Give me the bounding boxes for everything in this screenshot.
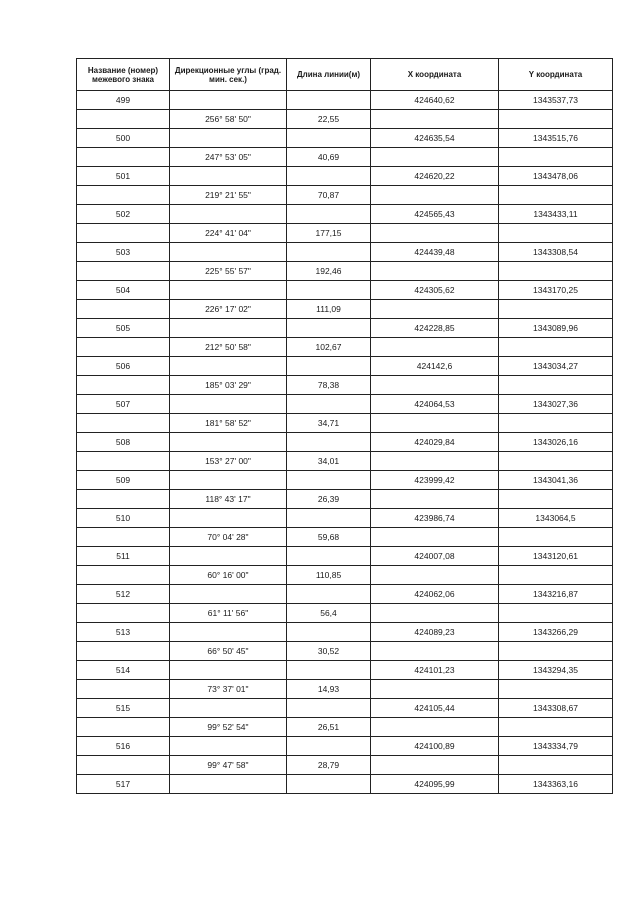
empty-cell: [77, 262, 170, 281]
empty-cell: [170, 775, 287, 794]
point-name-cell: 508: [77, 433, 170, 452]
direction-angle-cell: 226° 17' 02": [170, 300, 287, 319]
x-coordinate-cell: 424007,08: [371, 547, 499, 566]
table-row-point: [77, 395, 613, 414]
empty-cell: [170, 661, 287, 680]
line-length-cell: 192,46: [287, 262, 371, 281]
line-length-cell: 26,39: [287, 490, 371, 509]
line-length-cell: 70,87: [287, 186, 371, 205]
table-row-point: [77, 167, 613, 186]
direction-angle-cell: 73° 37' 01": [170, 680, 287, 699]
x-coordinate-cell: 424089,23: [371, 623, 499, 642]
table-row-point: [77, 699, 613, 718]
table-row-point: [77, 91, 613, 110]
y-coordinate-cell: 1343334,79: [499, 737, 613, 756]
empty-cell: [499, 528, 613, 547]
empty-cell: [170, 243, 287, 262]
point-name-cell: 510: [77, 509, 170, 528]
empty-cell: [499, 718, 613, 737]
table-row-point: [77, 585, 613, 604]
y-coordinate-cell: 1343089,96: [499, 319, 613, 338]
y-coordinate-cell: 1343064,5: [499, 509, 613, 528]
x-coordinate-cell: 424095,99: [371, 775, 499, 794]
empty-cell: [287, 661, 371, 680]
header-x-coordinate: X координата: [371, 59, 499, 91]
line-length-cell: 26,51: [287, 718, 371, 737]
empty-cell: [371, 642, 499, 661]
empty-cell: [287, 243, 371, 262]
table-row-point: [77, 243, 613, 262]
point-name-cell: 516: [77, 737, 170, 756]
table-row-line: [77, 756, 613, 775]
empty-cell: [287, 91, 371, 110]
table-row-point: [77, 129, 613, 148]
direction-angle-cell: 247° 53' 05": [170, 148, 287, 167]
point-name-cell: 507: [77, 395, 170, 414]
table-row-line: [77, 110, 613, 129]
empty-cell: [170, 205, 287, 224]
empty-cell: [371, 262, 499, 281]
point-name-cell: 505: [77, 319, 170, 338]
empty-cell: [287, 623, 371, 642]
boundary-coordinates-table: [76, 58, 613, 794]
empty-cell: [287, 433, 371, 452]
empty-cell: [371, 566, 499, 585]
table-header-row: [77, 59, 613, 91]
empty-cell: [77, 680, 170, 699]
x-coordinate-cell: 424439,48: [371, 243, 499, 262]
empty-cell: [77, 718, 170, 737]
point-name-cell: 514: [77, 661, 170, 680]
line-length-cell: 110,85: [287, 566, 371, 585]
empty-cell: [371, 452, 499, 471]
x-coordinate-cell: 424064,53: [371, 395, 499, 414]
empty-cell: [77, 186, 170, 205]
point-name-cell: 506: [77, 357, 170, 376]
empty-cell: [77, 604, 170, 623]
empty-cell: [287, 281, 371, 300]
empty-cell: [170, 737, 287, 756]
table-row-point: [77, 281, 613, 300]
point-name-cell: 499: [77, 91, 170, 110]
line-length-cell: 102,67: [287, 338, 371, 357]
table-row-line: [77, 338, 613, 357]
direction-angle-cell: 99° 52' 54": [170, 718, 287, 737]
y-coordinate-cell: 1343216,87: [499, 585, 613, 604]
table-row-point: [77, 661, 613, 680]
y-coordinate-cell: 1343537,73: [499, 91, 613, 110]
empty-cell: [499, 642, 613, 661]
x-coordinate-cell: 424565,43: [371, 205, 499, 224]
y-coordinate-cell: 1343041,36: [499, 471, 613, 490]
x-coordinate-cell: 424635,54: [371, 129, 499, 148]
empty-cell: [77, 338, 170, 357]
table-row-line: [77, 300, 613, 319]
empty-cell: [371, 604, 499, 623]
x-coordinate-cell: 424640,62: [371, 91, 499, 110]
table-row-point: [77, 433, 613, 452]
table-row-line: [77, 414, 613, 433]
point-name-cell: 515: [77, 699, 170, 718]
empty-cell: [499, 756, 613, 775]
empty-cell: [77, 376, 170, 395]
x-coordinate-cell: 424620,22: [371, 167, 499, 186]
direction-angle-cell: 181° 58' 52": [170, 414, 287, 433]
line-length-cell: 40,69: [287, 148, 371, 167]
empty-cell: [287, 585, 371, 604]
x-coordinate-cell: 424305,62: [371, 281, 499, 300]
empty-cell: [287, 547, 371, 566]
direction-angle-cell: 118° 43' 17": [170, 490, 287, 509]
point-name-cell: 500: [77, 129, 170, 148]
empty-cell: [371, 224, 499, 243]
line-length-cell: 34,01: [287, 452, 371, 471]
table-row-line: [77, 566, 613, 585]
empty-cell: [371, 680, 499, 699]
y-coordinate-cell: 1343120,61: [499, 547, 613, 566]
y-coordinate-cell: 1343170,25: [499, 281, 613, 300]
y-coordinate-cell: 1343308,67: [499, 699, 613, 718]
empty-cell: [371, 490, 499, 509]
table-row-line: [77, 186, 613, 205]
empty-cell: [77, 642, 170, 661]
empty-cell: [499, 262, 613, 281]
x-coordinate-cell: 423999,42: [371, 471, 499, 490]
table-row-line: [77, 528, 613, 547]
empty-cell: [170, 281, 287, 300]
empty-cell: [170, 547, 287, 566]
table-row-line: [77, 680, 613, 699]
line-length-cell: 22,55: [287, 110, 371, 129]
point-name-cell: 502: [77, 205, 170, 224]
table-row-line: [77, 604, 613, 623]
y-coordinate-cell: 1343433,11: [499, 205, 613, 224]
empty-cell: [77, 414, 170, 433]
x-coordinate-cell: 424100,89: [371, 737, 499, 756]
x-coordinate-cell: 424228,85: [371, 319, 499, 338]
y-coordinate-cell: 1343027,36: [499, 395, 613, 414]
empty-cell: [287, 167, 371, 186]
empty-cell: [170, 167, 287, 186]
direction-angle-cell: 219° 21' 55": [170, 186, 287, 205]
table-row-line: [77, 376, 613, 395]
y-coordinate-cell: 1343034,27: [499, 357, 613, 376]
header-line-length: Длина линии(м): [287, 59, 371, 91]
table-row-point: [77, 547, 613, 566]
empty-cell: [499, 186, 613, 205]
empty-cell: [499, 376, 613, 395]
direction-angle-cell: 70° 04' 28": [170, 528, 287, 547]
empty-cell: [170, 357, 287, 376]
table-row-line: [77, 452, 613, 471]
empty-cell: [77, 756, 170, 775]
direction-angle-cell: 60° 16' 00": [170, 566, 287, 585]
empty-cell: [371, 414, 499, 433]
empty-cell: [170, 91, 287, 110]
point-name-cell: 503: [77, 243, 170, 262]
direction-angle-cell: 153° 27' 00": [170, 452, 287, 471]
empty-cell: [499, 414, 613, 433]
empty-cell: [371, 110, 499, 129]
empty-cell: [287, 205, 371, 224]
y-coordinate-cell: 1343515,76: [499, 129, 613, 148]
empty-cell: [170, 471, 287, 490]
point-name-cell: 512: [77, 585, 170, 604]
empty-cell: [287, 775, 371, 794]
empty-cell: [77, 224, 170, 243]
line-length-cell: 59,68: [287, 528, 371, 547]
empty-cell: [287, 357, 371, 376]
direction-angle-cell: 256° 58' 50": [170, 110, 287, 129]
empty-cell: [77, 490, 170, 509]
line-length-cell: 177,15: [287, 224, 371, 243]
empty-cell: [170, 509, 287, 528]
empty-cell: [371, 338, 499, 357]
empty-cell: [371, 718, 499, 737]
empty-cell: [499, 148, 613, 167]
empty-cell: [287, 699, 371, 718]
direction-angle-cell: 224° 41' 04": [170, 224, 287, 243]
empty-cell: [371, 148, 499, 167]
line-length-cell: 14,93: [287, 680, 371, 699]
empty-cell: [287, 395, 371, 414]
y-coordinate-cell: 1343478,06: [499, 167, 613, 186]
y-coordinate-cell: 1343308,54: [499, 243, 613, 262]
direction-angle-cell: 185° 03' 29": [170, 376, 287, 395]
line-length-cell: 34,71: [287, 414, 371, 433]
header-point-name: Название (номер) межевого знака: [77, 59, 170, 91]
empty-cell: [499, 224, 613, 243]
empty-cell: [499, 490, 613, 509]
y-coordinate-cell: 1343294,35: [499, 661, 613, 680]
x-coordinate-cell: 424029,84: [371, 433, 499, 452]
table-row-line: [77, 642, 613, 661]
table-row-point: [77, 471, 613, 490]
x-coordinate-cell: 424142,6: [371, 357, 499, 376]
x-coordinate-cell: 423986,74: [371, 509, 499, 528]
table-row-point: [77, 775, 613, 794]
x-coordinate-cell: 424105,44: [371, 699, 499, 718]
empty-cell: [371, 300, 499, 319]
empty-cell: [77, 110, 170, 129]
table-body: [77, 91, 613, 794]
y-coordinate-cell: 1343363,16: [499, 775, 613, 794]
line-length-cell: 111,09: [287, 300, 371, 319]
x-coordinate-cell: 424062,06: [371, 585, 499, 604]
point-name-cell: 504: [77, 281, 170, 300]
empty-cell: [77, 300, 170, 319]
empty-cell: [287, 319, 371, 338]
line-length-cell: 78,38: [287, 376, 371, 395]
empty-cell: [499, 680, 613, 699]
y-coordinate-cell: 1343026,16: [499, 433, 613, 452]
direction-angle-cell: 61° 11' 56": [170, 604, 287, 623]
empty-cell: [499, 452, 613, 471]
empty-cell: [499, 300, 613, 319]
table-row-point: [77, 737, 613, 756]
empty-cell: [499, 566, 613, 585]
empty-cell: [77, 566, 170, 585]
empty-cell: [170, 395, 287, 414]
empty-cell: [170, 433, 287, 452]
empty-cell: [77, 528, 170, 547]
table-row-line: [77, 490, 613, 509]
y-coordinate-cell: 1343266,29: [499, 623, 613, 642]
empty-cell: [77, 148, 170, 167]
empty-cell: [371, 376, 499, 395]
direction-angle-cell: 225° 55' 57": [170, 262, 287, 281]
empty-cell: [499, 338, 613, 357]
header-direction-angle: Дирекционные углы (град. мин. сек.): [170, 59, 287, 91]
empty-cell: [499, 110, 613, 129]
table-row-line: [77, 148, 613, 167]
x-coordinate-cell: 424101,23: [371, 661, 499, 680]
table-row-point: [77, 319, 613, 338]
empty-cell: [170, 129, 287, 148]
empty-cell: [170, 623, 287, 642]
empty-cell: [371, 756, 499, 775]
empty-cell: [170, 699, 287, 718]
direction-angle-cell: 212° 50' 58": [170, 338, 287, 357]
table-row-point: [77, 205, 613, 224]
line-length-cell: 28,79: [287, 756, 371, 775]
empty-cell: [287, 471, 371, 490]
point-name-cell: 517: [77, 775, 170, 794]
empty-cell: [287, 129, 371, 148]
table-row-line: [77, 262, 613, 281]
empty-cell: [170, 585, 287, 604]
table-row-line: [77, 718, 613, 737]
empty-cell: [77, 452, 170, 471]
empty-cell: [287, 509, 371, 528]
empty-cell: [371, 186, 499, 205]
empty-cell: [287, 737, 371, 756]
point-name-cell: 513: [77, 623, 170, 642]
empty-cell: [499, 604, 613, 623]
line-length-cell: 56,4: [287, 604, 371, 623]
table-row-point: [77, 357, 613, 376]
point-name-cell: 511: [77, 547, 170, 566]
direction-angle-cell: 66° 50' 45": [170, 642, 287, 661]
point-name-cell: 501: [77, 167, 170, 186]
table-row-point: [77, 623, 613, 642]
point-name-cell: 509: [77, 471, 170, 490]
line-length-cell: 30,52: [287, 642, 371, 661]
empty-cell: [371, 528, 499, 547]
empty-cell: [170, 319, 287, 338]
table-row-line: [77, 224, 613, 243]
direction-angle-cell: 99° 47' 58": [170, 756, 287, 775]
header-y-coordinate: Y координата: [499, 59, 613, 91]
table-row-point: [77, 509, 613, 528]
